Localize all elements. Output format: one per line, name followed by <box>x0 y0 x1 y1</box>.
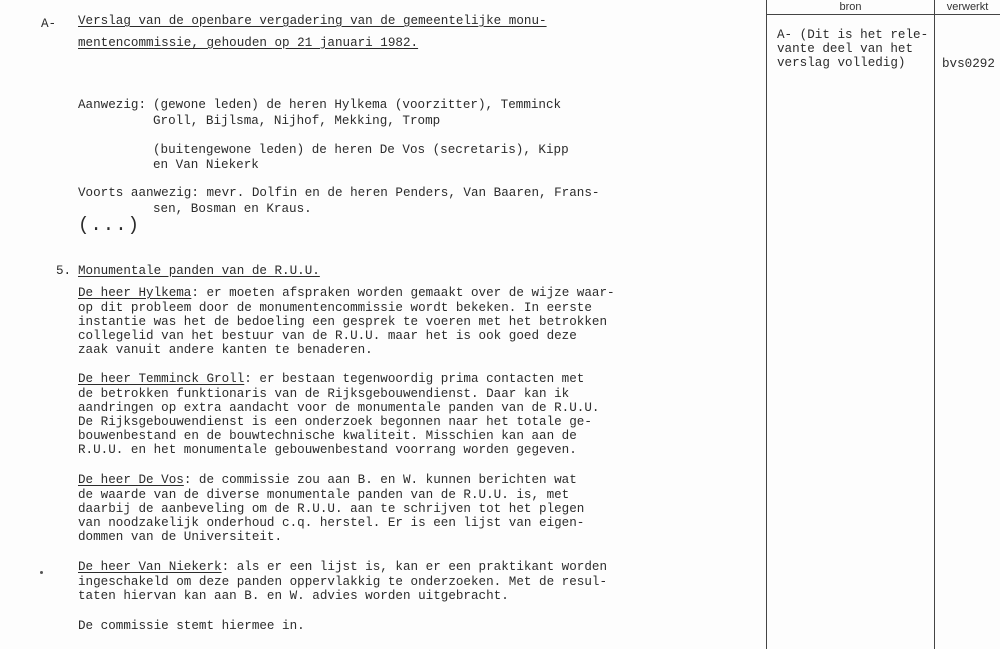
paragraph-de-vos-line-5: dommen van de Universiteit. <box>78 530 283 544</box>
stray-dot <box>40 571 43 574</box>
bron-note-line-1: A- (Dit is het rele- <box>777 28 929 42</box>
paragraph-de-vos-line-1: De heer De Vos: de commissie zou aan B. en W. kunnen berichten wat <box>78 473 577 487</box>
conclusion-line: De commissie stemt hiermee in. <box>78 619 305 633</box>
paragraph-van-niekerk-line-2: ingeschakeld om deze panden oppervlakkig te onderzoeken. Met de resul- <box>78 575 608 589</box>
speaker-van-niekerk: De heer Van Niekerk <box>78 560 222 574</box>
paragraph-temminck-groll-line-3: aandringen op extra aandacht voor de monumentale panden van de R.U.U. <box>78 401 600 415</box>
paragraph-temminck-groll-line-2: de betrokken funktionaris van de Rijksgebouwendienst. Daar kan ik <box>78 387 570 401</box>
paragraph-de-vos-line-4: van noodzakelijk onderhoud c.q. herstel. Er is een lijst van eigen- <box>78 516 585 530</box>
column-divider-middle <box>934 0 935 649</box>
paragraph-van-niekerk-line-3: taten hiervan kan aan B. en W. advies worden uitgebracht. <box>78 589 509 603</box>
paragraph-temminck-groll-line-6: R.U.U. en het monumentale gebouwenbestand voorrang worden gegeven. <box>78 443 577 457</box>
column-header-bron: bron <box>839 1 862 13</box>
document-title-line-1: Verslag van de openbare vergadering van de gemeentelijke monu- <box>78 14 547 28</box>
paragraph-van-niekerk-line-1: De heer Van Niekerk: als er een lijst is, kan er een praktikant worden <box>78 560 608 574</box>
column-divider-left <box>766 0 767 649</box>
bron-note-line-3: verslag volledig) <box>777 56 906 70</box>
paragraph-temminck-groll-line-4: De Rijksgebouwendienst is een onderzoek begonnen naar het totale ge- <box>78 415 592 429</box>
attendance-label: Aanwezig: <box>78 98 147 112</box>
document-title-line-2: mentencommissie, gehouden op 21 januari 1982. <box>78 36 419 50</box>
column-header-verwerkt: verwerkt <box>946 1 989 13</box>
paragraph-hylkema-line-2: op dit probleem door de monumentencommissie wordt bekeken. In eerste <box>78 301 592 315</box>
paragraph-temminck-groll-line-5: bouwenbestand en de bouwtechnische kwaliteit. Misschien kan aan de <box>78 429 577 443</box>
paragraph-hylkema-line-3: instantie was het de bedoeling een gesprek te voeren met het betrokken <box>78 315 608 329</box>
speaker-de-vos: De heer De Vos <box>78 473 184 487</box>
omission-ellipsis: (...) <box>78 214 141 236</box>
header-rule <box>766 14 1000 15</box>
paragraph-hylkema-line-4: collegelid van het bestuur van de R.U.U. maar het is ook goed deze <box>78 329 577 343</box>
section-title: Monumentale panden van de R.U.U. <box>78 264 320 278</box>
paragraph-de-vos-line-2: de waarde van de diverse monumentale panden van de R.U.U. is, met <box>78 488 570 502</box>
also-present-line-1: Voorts aanwezig: mevr. Dolfin en de heren Penders, Van Baaren, Frans- <box>78 186 600 200</box>
paragraph-temminck-groll-line-1: De heer Temminck Groll: er bestaan tegenwoordig prima contacten met <box>78 372 585 386</box>
bron-note-line-2: vante deel van het <box>777 42 914 56</box>
paragraph-de-vos-line-3: daarbij de aanbeveling om de R.U.U. aan te schrijven tot het plegen <box>78 502 585 516</box>
paragraph-hylkema-line-5: zaak vanuit andere kanten te benaderen. <box>78 343 373 357</box>
speaker-hylkema: De heer Hylkema <box>78 286 192 300</box>
also-present-line-2: sen, Bosman en Kraus. <box>153 202 312 216</box>
regular-members-line-2: Groll, Bijlsma, Nijhof, Mekking, Tromp <box>153 114 441 128</box>
verwerkt-code: bvs0292 <box>942 57 995 71</box>
extra-members-line-2: en Van Niekerk <box>153 158 259 172</box>
speaker-temminck-groll: De heer Temminck Groll <box>78 372 245 386</box>
regular-members-line-1: (gewone leden) de heren Hylkema (voorzitter), Temminck <box>153 98 562 112</box>
section-number: 5. <box>56 264 72 278</box>
paragraph-hylkema-line-1: De heer Hylkema: er moeten afspraken worden gemaakt over de wijze waar- <box>78 286 615 300</box>
extra-members-line-1: (buitengewone leden) de heren De Vos (secretaris), Kipp <box>153 143 569 157</box>
section-marker: A- <box>41 17 57 31</box>
